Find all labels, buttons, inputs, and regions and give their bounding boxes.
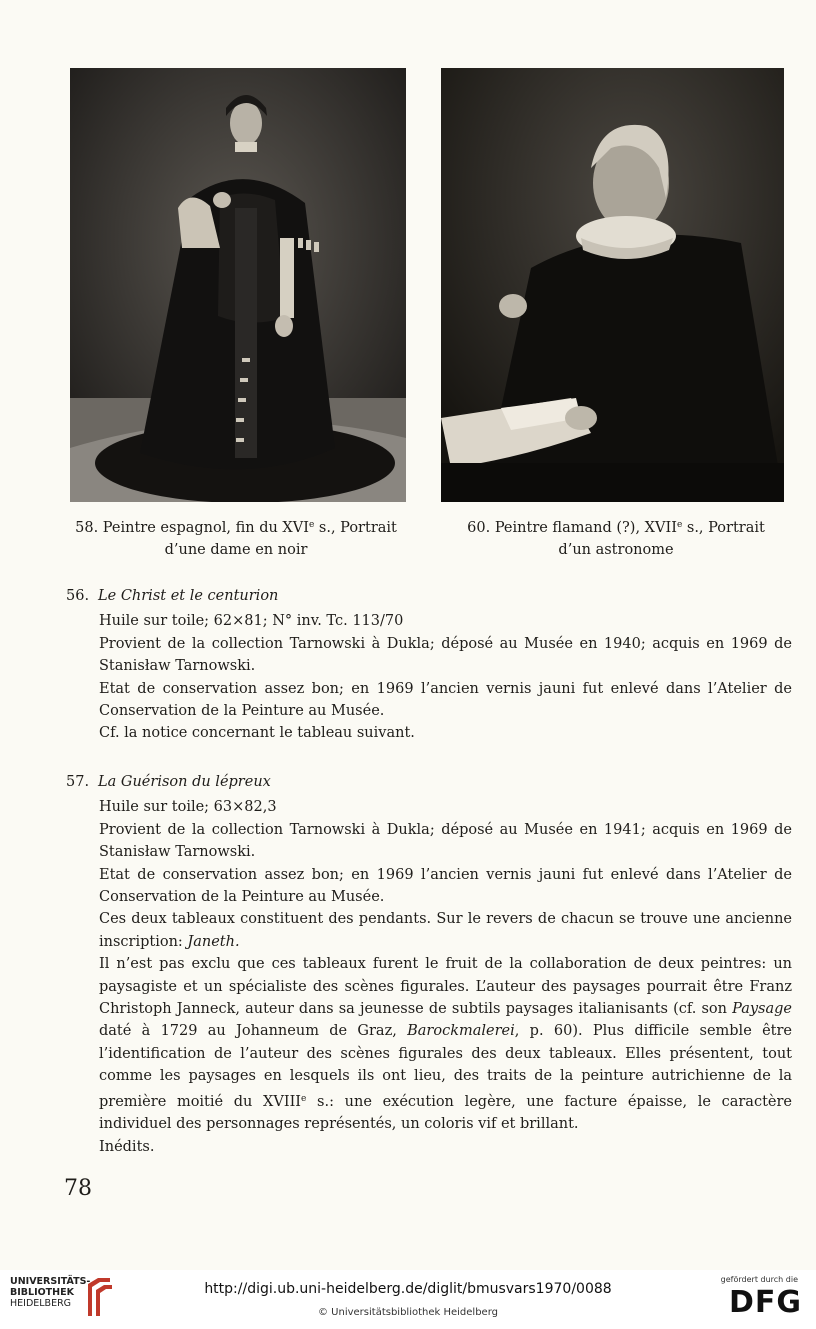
footer-bar [0,1270,816,1329]
library-logo-line2: BIBLIOTHEK [10,1287,74,1298]
entry-57-provenance: Provient de la collection Tarnowski à Dukla; déposé au Musée en 1941; acquis en 1969 de Stanisław Tarnowski. [99,821,792,861]
caption-60-text-end: s., Portrait [682,520,765,536]
entry-57-attribution-sup: e [301,1093,307,1104]
library-logo-line3: HEIDELBERG [10,1298,72,1309]
entry-57-attribution-em-barockmalerei: Barockmalerei [407,1023,515,1040]
entry-57-attribution-em-paysage: Paysage [732,1001,792,1018]
plate-portrait-astronomer [441,68,784,502]
entry-57-attribution-text-c: , p. 60). Plus difficile semble être l’identification de l’auteur des scènes figurales des deux tableaux. Elles présentent, tout comme les paysages en lesquels ils ont lieu, des traits de la peinture autrichienne de la première moitié du XVIII [99,1023,792,1110]
entry-57-condition: Etat de conservation assez bon; en 1969 l’ancien vernis jauni fut enlevé dans l’Atelier de Conservation de la Peinture au Musée. [99,866,792,906]
entry-56-provenance: Provient de la collection Tarnowski à Dukla; déposé au Musée en 1940; acquis en 1969 de Stanisław Tarnowski. [99,635,792,675]
entry-57-attribution-text-b: daté à 1729 au Johanneum de Graz, [99,1023,408,1040]
caption-plate-60 [436,514,796,561]
entry-57-inscription-name: Janeth. [187,933,240,950]
entry-57-inscription-text: Ces deux tableaux constituent des pendants. Sur le revers de chacun se trouve une ancienne inscription: [99,911,792,950]
caption-60-text: 60. Peintre flamand (?), XVII [467,520,677,536]
caption-58-text: 58. Peintre espagnol, fin du XVI [75,520,309,536]
entry-57-attribution-text-a: Il n’est pas exclu que ces tableaux furent le fruit de la collaboration de deux peintres: un paysagiste et un spécialiste des scènes figurales. L’auteur des paysages pourrait être Franz Christoph Janneck, auteur dans sa jeunesse de subtils paysages italianisants (cf. son [99,956,792,1018]
entry-56-reference: Cf. la notice concernant le tableau suivant. [99,725,415,742]
page-url-link[interactable]: http://digi.ub.uni-heidelberg.de/diglit/bmusvars1970/0088 [204,1281,612,1297]
copyright-notice: © Universitätsbibliothek Heidelberg [317,1307,498,1318]
entry-56-condition: Etat de conservation assez bon; en 1969 l’ancien vernis jauni fut enlevé dans l’Atelier de Conservation de la Peinture au Musée. [99,680,792,720]
caption-58-sup: e [308,520,315,530]
entry-57-inscription [66,908,792,953]
caption-60-subtitle: d’un astronome [558,542,674,558]
entry-57-unpublished: Inédits. [99,1138,155,1155]
caption-58-subtitle: d’une dame en noir [164,542,308,558]
entry-56-number: 56. [66,588,90,604]
portrait-lady-image [70,68,406,502]
page-number: 78 [64,1176,92,1201]
dfg-funding-note: gefördert durch die [720,1275,798,1284]
entry-56-heading [66,585,792,607]
entry-56-title: Le Christ et le centurion [98,588,279,604]
portrait-astronomer-image [441,68,784,502]
caption-60-sup: e [676,520,683,530]
dfg-logo[interactable]: DFG [728,1285,802,1320]
library-logo-line1: UNIVERSITÄTS- [10,1276,91,1287]
caption-plate-58 [56,514,416,561]
caption-58-text-end: s., Portrait [314,520,397,536]
entry-57-attribution [66,953,792,1135]
entry-57-title: La Guérison du lépreux [98,774,271,790]
entry-57-heading [66,771,792,793]
entry-56-medium: Huile sur toile; 62×81; N° inv. Tc. 113/70 [99,613,404,630]
entry-57-medium: Huile sur toile; 63×82,3 [99,799,277,816]
catalogue-entry-56 [66,585,792,745]
plate-portrait-lady-in-black [70,68,406,502]
entry-57-attribution-text-d: s.: une exécution legère, une facture épaisse, le caractère individuel des personnages représentés, un coloris vif et brillant. [99,1093,792,1133]
catalogue-entry-57 [66,771,792,1158]
entry-57-number: 57. [66,774,90,790]
